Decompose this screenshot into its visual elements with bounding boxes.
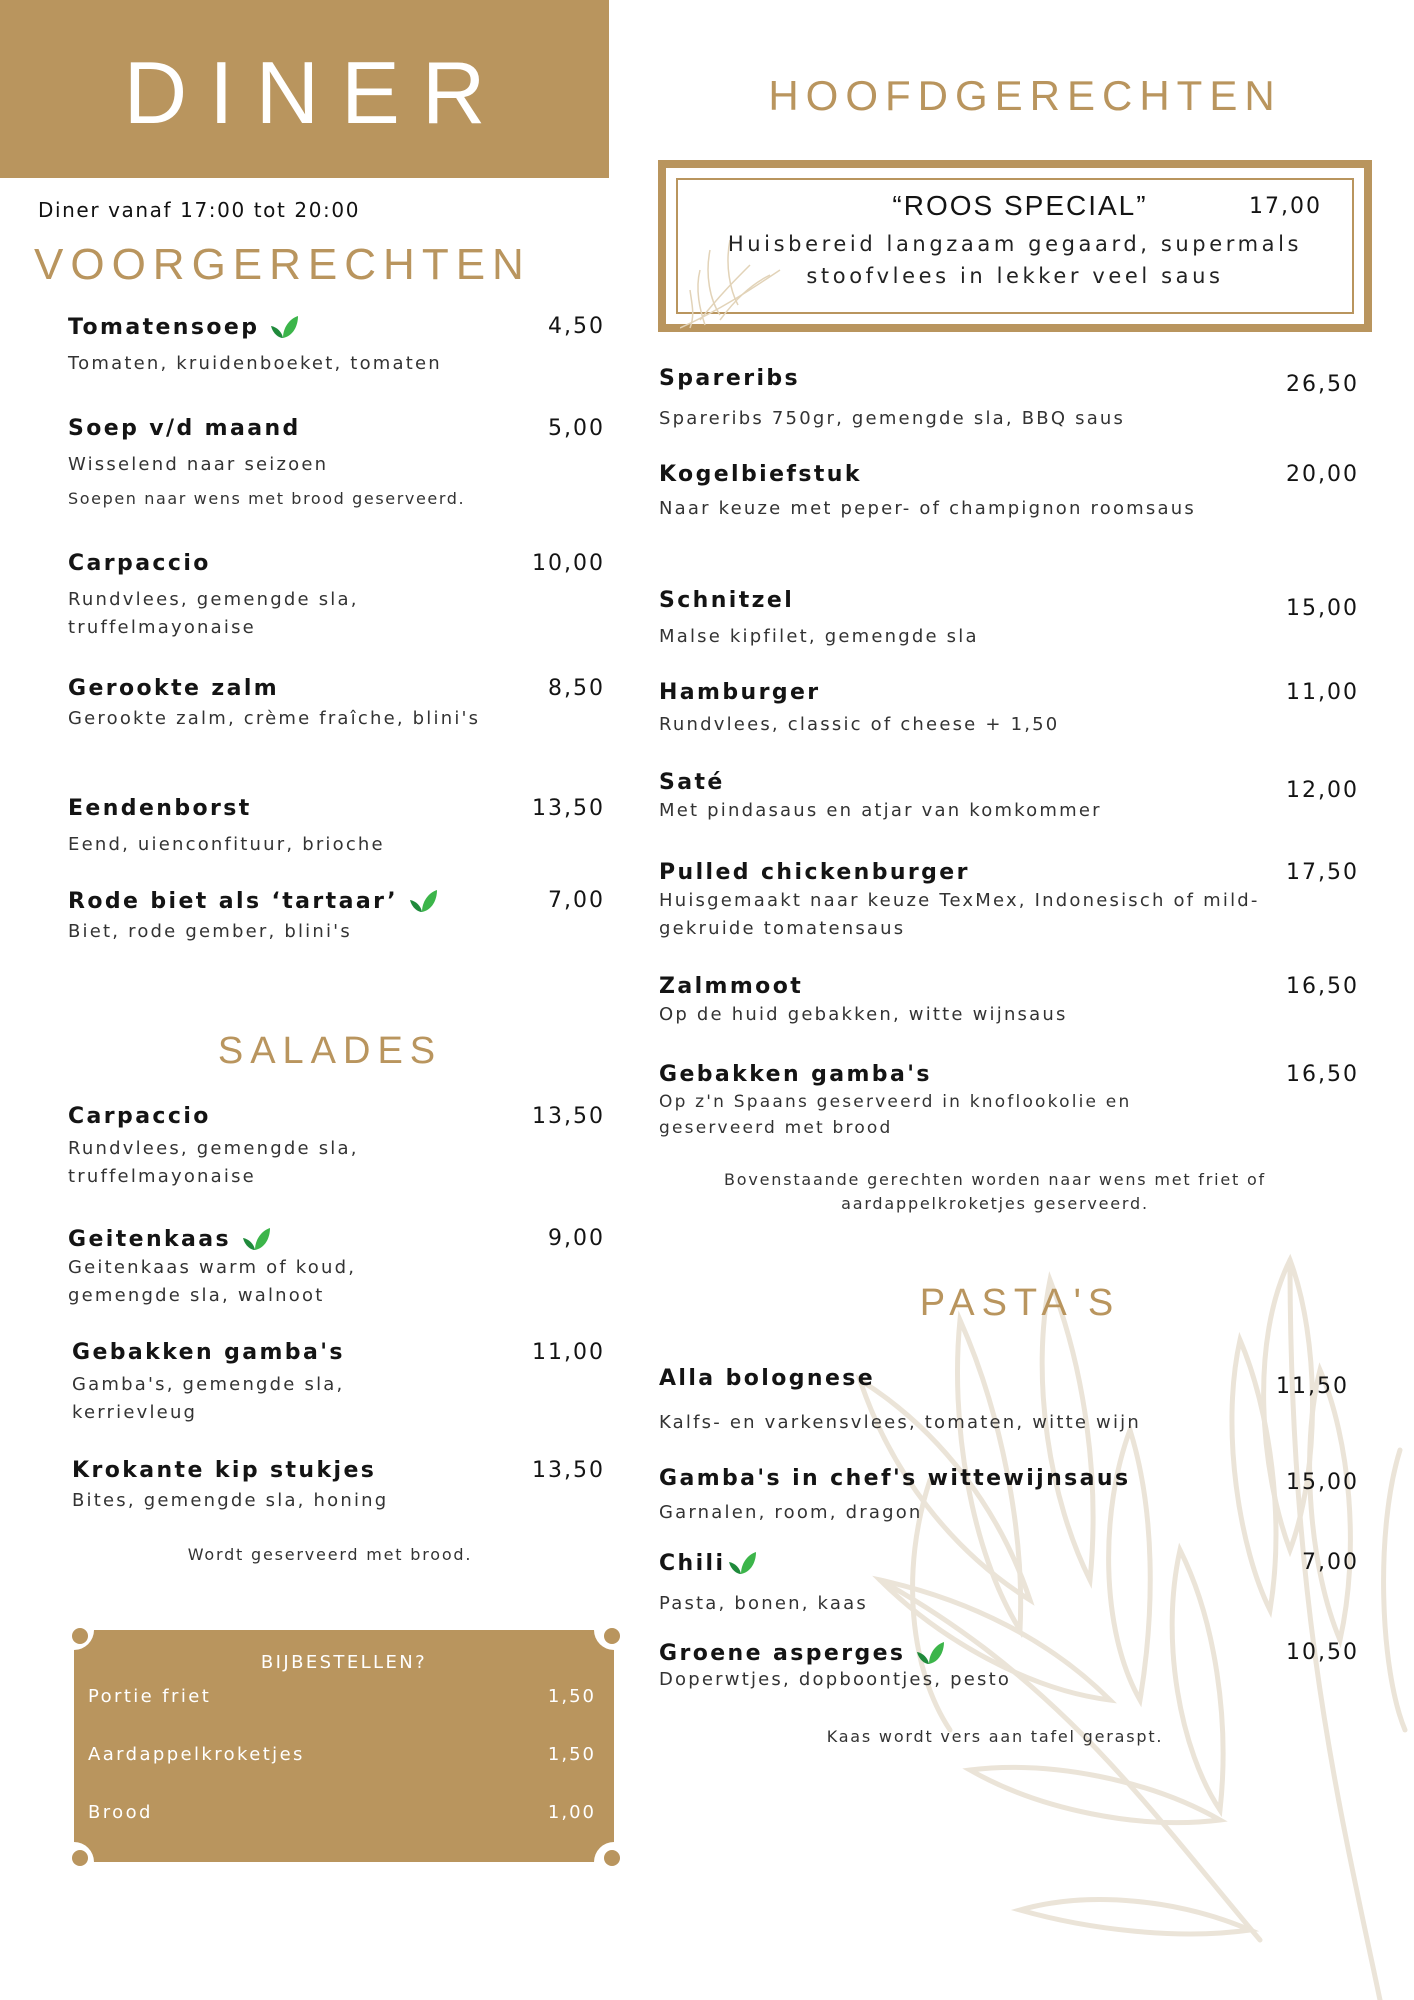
menu-item <box>68 888 605 946</box>
item-name: Chili <box>659 1550 726 1576</box>
item-description: Bites, gemengde sla, honing <box>72 1490 389 1511</box>
item-name: Pulled chickenburger <box>659 860 970 885</box>
special-price: 17,00 <box>1249 194 1322 219</box>
item-description: Doperwtjes, dopboontjes, pesto <box>659 1669 1012 1690</box>
extra-name: Brood <box>88 1802 153 1823</box>
pastas-note: Kaas wordt vers aan tafel geraspt. <box>826 1727 1164 1746</box>
item-price: 16,50 <box>1286 1062 1359 1087</box>
item-price: 5,00 <box>548 416 605 441</box>
section-title-salades: SALADES <box>217 1030 443 1072</box>
item-description: Rundvlees, classic of cheese + 1,50 <box>659 714 1060 735</box>
item-price: 8,50 <box>548 676 605 701</box>
menu-item <box>659 588 1359 651</box>
item-price: 12,00 <box>1286 778 1359 803</box>
bijbestellen-card <box>74 1630 614 1862</box>
menu-item <box>68 1104 605 1191</box>
menu-item <box>659 1640 1359 1694</box>
item-description: Met pindasaus en atjar van komkommer <box>659 800 1102 821</box>
item-price: 20,00 <box>1286 462 1359 487</box>
extra-price: 1,50 <box>547 1744 596 1765</box>
item-price: 7,00 <box>548 888 605 913</box>
item-name: Zalmmoot <box>659 974 804 999</box>
item-name: Spareribs <box>659 366 801 391</box>
item-description: Op de huid gebakken, witte wijnsaus <box>659 1004 1068 1025</box>
item-price: 9,00 <box>548 1226 605 1251</box>
menu-item <box>659 680 1359 739</box>
item-name: Kogelbiefstuk <box>659 462 862 487</box>
item-description: Geitenkaas warm of koud, gemengde sla, walnoot <box>68 1257 357 1306</box>
section-title-voorgerechten: VOORGERECHTEN <box>34 240 531 289</box>
menu-item <box>659 860 1359 943</box>
item-price: 15,00 <box>1286 596 1359 621</box>
menu-item <box>659 462 1359 523</box>
item-description: Tomaten, kruidenboeket, tomaten <box>68 353 442 374</box>
section-title-hoofdgerechten: HOOFDGERECHTEN <box>768 72 1282 119</box>
extra-name: Portie friet <box>88 1686 212 1707</box>
botanical-branch-icon <box>820 1250 1414 2000</box>
menu-item <box>659 1366 1359 1437</box>
item-name: Gebakken gamba's <box>659 1062 932 1087</box>
title-banner <box>0 0 609 178</box>
leaf-icon <box>915 1640 945 1666</box>
item-description: Gerookte zalm, crème fraîche, blini's <box>68 708 481 729</box>
extra-item <box>88 1686 596 1707</box>
opening-hours: Diner vanaf 17:00 tot 20:00 <box>38 198 361 222</box>
item-description: Rundvlees, gemengde sla, truffelmayonaise <box>68 1138 359 1187</box>
section-title-pastas: PASTA'S <box>919 1282 1121 1324</box>
item-name: Gamba's in chef's wittewijnsaus <box>659 1466 1131 1491</box>
item-name: Carpaccio <box>68 1104 211 1129</box>
leaf-icon <box>269 314 299 340</box>
item-name: Saté <box>659 770 725 795</box>
item-description: Rundvlees, gemengde sla, truffelmayonaise <box>68 589 359 638</box>
item-name: Schnitzel <box>659 588 795 613</box>
page-title: DINER <box>123 43 508 142</box>
item-name: Soep v/d maand <box>68 416 301 441</box>
salades-note: Wordt geserveerd met brood. <box>187 1545 473 1564</box>
special-description: Huisbereid langzaam gegaard, supermals stoofvlees in lekker veel saus <box>727 232 1303 288</box>
item-name: Alla bolognese <box>659 1366 876 1391</box>
extra-price: 1,50 <box>547 1686 596 1707</box>
item-description: Eend, uienconfituur, brioche <box>68 834 385 855</box>
menu-item <box>659 366 1359 433</box>
item-description: Kalfs- en varkensvlees, tomaten, witte wijn <box>659 1412 1141 1433</box>
bijbestellen-title: BIJBESTELLEN? <box>260 1652 428 1673</box>
item-price: 16,50 <box>1286 974 1359 999</box>
item-price: 13,50 <box>532 796 605 821</box>
item-name: Gebakken gamba's <box>72 1340 345 1365</box>
special-name: “ROOS SPECIAL” <box>892 190 1148 221</box>
item-price: 10,00 <box>532 551 605 576</box>
item-description: Op z'n Spaans geserveerd in knoflookolie en geserveerd met brood <box>659 1092 1132 1138</box>
item-description: Pasta, bonen, kaas <box>659 1593 868 1614</box>
menu-item <box>68 416 605 513</box>
leaf-icon <box>727 1550 757 1576</box>
item-price: 11,50 <box>1276 1374 1349 1399</box>
item-description: Naar keuze met peper- of champignon roomsaus <box>659 498 1196 519</box>
menu-item <box>72 1458 605 1515</box>
item-description: Gamba's, gemengde sla, kerrievleug <box>72 1374 345 1423</box>
item-description: Wisselend naar seizoen <box>68 454 329 475</box>
extra-item <box>88 1802 596 1823</box>
item-name: Groene asperges <box>659 1640 906 1666</box>
item-name: Tomatensoep <box>68 314 260 340</box>
item-name: Rode biet als ‘tartaar’ <box>68 888 399 914</box>
item-description: Huisgemaakt naar keuze TexMex, Indonesisch of mild- gekruide tomatensaus <box>659 890 1260 939</box>
item-name: Hamburger <box>659 680 821 705</box>
menu-item <box>72 1340 605 1427</box>
menu-item <box>68 676 605 733</box>
menu-item <box>659 1062 1359 1141</box>
special-box <box>658 160 1372 332</box>
item-price: 4,50 <box>548 314 605 339</box>
item-name: Krokante kip stukjes <box>72 1458 377 1483</box>
item-name: Geitenkaas <box>68 1226 232 1252</box>
hoofdgerechten-note: Bovenstaande gerechten worden naar wens met friet of aardappelkroketjes geserveerd. <box>724 1170 1266 1213</box>
menu-item <box>68 1226 605 1310</box>
menu-item <box>68 796 605 859</box>
item-price: 10,50 <box>1286 1640 1359 1665</box>
extra-price: 1,00 <box>547 1802 596 1823</box>
item-price: 7,00 <box>1302 1550 1359 1575</box>
leaf-icon <box>408 888 438 914</box>
menu-item <box>659 974 1359 1029</box>
item-price: 17,50 <box>1286 860 1359 885</box>
menu-item <box>68 314 605 378</box>
item-description: Garnalen, room, dragon <box>659 1502 923 1523</box>
item-price: 26,50 <box>1286 372 1359 397</box>
menu-item <box>659 770 1359 825</box>
menu-item <box>659 1466 1359 1527</box>
menu-item <box>68 551 605 642</box>
item-description: Biet, rode gember, blini's <box>68 921 352 942</box>
item-price: 13,50 <box>532 1458 605 1483</box>
item-description: Spareribs 750gr, gemengde sla, BBQ saus <box>659 408 1126 429</box>
menu-item <box>659 1550 1359 1618</box>
item-price: 15,00 <box>1286 1470 1359 1495</box>
item-price: 13,50 <box>532 1104 605 1129</box>
item-price: 11,00 <box>1286 680 1359 705</box>
extra-name: Aardappelkroketjes <box>88 1744 305 1765</box>
leaf-icon <box>241 1226 271 1252</box>
item-description: Malse kipfilet, gemengde sla <box>659 626 979 647</box>
soup-note: Soepen naar wens met brood geserveerd. <box>68 489 466 508</box>
item-price: 11,00 <box>532 1340 605 1365</box>
item-name: Eendenborst <box>68 796 252 821</box>
item-name: Carpaccio <box>68 551 211 576</box>
item-name: Gerookte zalm <box>68 676 280 701</box>
extra-item <box>88 1744 596 1765</box>
